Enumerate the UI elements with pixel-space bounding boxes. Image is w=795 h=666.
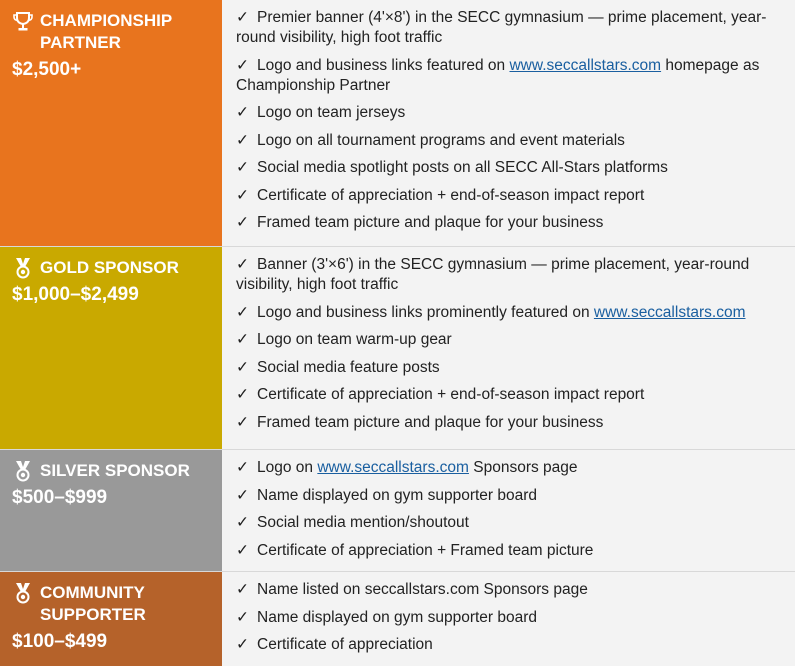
tier-name: COMMUNITY SUPPORTER <box>40 583 146 624</box>
benefit-item: ✓ Name displayed on gym supporter board <box>236 608 538 626</box>
check-icon: ✓ <box>236 541 249 559</box>
tier-championship <box>0 0 795 246</box>
tier-header <box>0 0 222 246</box>
benefit-item: ✓ Social media spotlight posts on all SECC All-Stars platforms <box>236 159 668 176</box>
benefit-item: ✓ Premier banner (4'×8') in the SECC gymnasium — prime placement, year-round visibility, high foot traffic <box>236 9 767 46</box>
benefit-item: ✓ Name displayed on gym supporter board <box>236 486 538 504</box>
benefit-item: ✓ Social media feature posts <box>236 358 440 376</box>
benefit-item: ✓ Framed team picture and plaque for your business <box>236 214 604 231</box>
check-icon: ✓ <box>236 358 249 376</box>
check-icon: ✓ <box>236 303 249 321</box>
check-icon: ✓ <box>236 386 249 403</box>
trophy-icon <box>12 10 34 32</box>
check-icon: ✓ <box>236 56 249 74</box>
check-icon: ✓ <box>236 514 249 531</box>
website-link[interactable]: www.seccallstars.com <box>593 303 746 321</box>
benefit-item: ✓ Logo on all tournament programs and event materials <box>236 131 625 149</box>
benefit-item: ✓ Logo on team warm-up gear <box>236 331 452 348</box>
check-icon: ✓ <box>236 331 249 348</box>
check-icon: ✓ <box>236 9 249 26</box>
check-icon: ✓ <box>236 636 249 653</box>
tier-price: $500–$999 <box>12 487 108 508</box>
check-icon: ✓ <box>236 459 249 476</box>
tier-silver <box>0 450 795 571</box>
gold-medal-icon <box>12 257 34 279</box>
tier-benefits <box>222 0 795 246</box>
benefit-item: ✓ Name listed on seccallstars.com Sponsors page <box>236 581 588 598</box>
tier-community <box>0 572 795 666</box>
check-icon: ✓ <box>236 256 249 273</box>
check-icon: ✓ <box>236 104 249 121</box>
check-icon: ✓ <box>236 486 249 504</box>
benefit-item: ✓ Certificate of appreciation + end-of-season impact report <box>236 186 645 204</box>
tier-benefits <box>222 450 795 571</box>
silver-medal-icon <box>12 460 34 482</box>
tier-header <box>0 247 222 449</box>
tier-gold <box>0 247 795 449</box>
tier-benefits <box>222 572 795 666</box>
check-icon: ✓ <box>236 608 249 626</box>
check-icon: ✓ <box>236 186 249 204</box>
website-link[interactable]: www.seccallstars.com <box>509 56 662 74</box>
benefit-item: ✓ Certificate of appreciation <box>236 636 433 653</box>
tier-header <box>0 450 222 571</box>
check-icon: ✓ <box>236 131 249 149</box>
benefit-item: ✓ Logo on www.seccallstars.com Sponsors page <box>236 459 578 476</box>
check-icon: ✓ <box>236 159 249 176</box>
check-icon: ✓ <box>236 214 249 231</box>
benefit-item: ✓ Logo on team jerseys <box>236 104 406 121</box>
benefit-item: ✓ Framed team picture and plaque for your business <box>236 413 604 431</box>
tier-benefits <box>222 247 795 449</box>
tier-name: GOLD SPONSOR <box>40 258 179 277</box>
tier-name: CHAMPIONSHIP PARTNER <box>40 11 172 52</box>
benefit-item: ✓ Logo and business links featured on www.seccallstars.com homepage as Championship Partner <box>236 56 760 94</box>
tier-price: $100–$499 <box>12 631 108 652</box>
benefit-item: ✓ Certificate of appreciation + Framed team picture <box>236 541 594 559</box>
bronze-medal-icon <box>12 582 34 604</box>
benefit-item: ✓ Social media mention/shoutout <box>236 514 469 531</box>
benefit-item: ✓ Logo and business links prominently featured on www.seccallstars.com <box>236 303 746 321</box>
benefit-item: ✓ Banner (3'×6') in the SECC gymnasium — prime placement, year-round visibility, high foot traffic <box>236 256 750 293</box>
tier-header <box>0 572 222 666</box>
website-link[interactable]: www.seccallstars.com <box>317 459 469 476</box>
check-icon: ✓ <box>236 413 249 431</box>
benefit-item: ✓ Certificate of appreciation + end-of-season impact report <box>236 386 645 403</box>
check-icon: ✓ <box>236 581 249 598</box>
tier-price: $1,000–$2,499 <box>12 284 139 305</box>
tier-price: $2,500+ <box>12 59 82 80</box>
tier-name: SILVER SPONSOR <box>40 461 190 480</box>
